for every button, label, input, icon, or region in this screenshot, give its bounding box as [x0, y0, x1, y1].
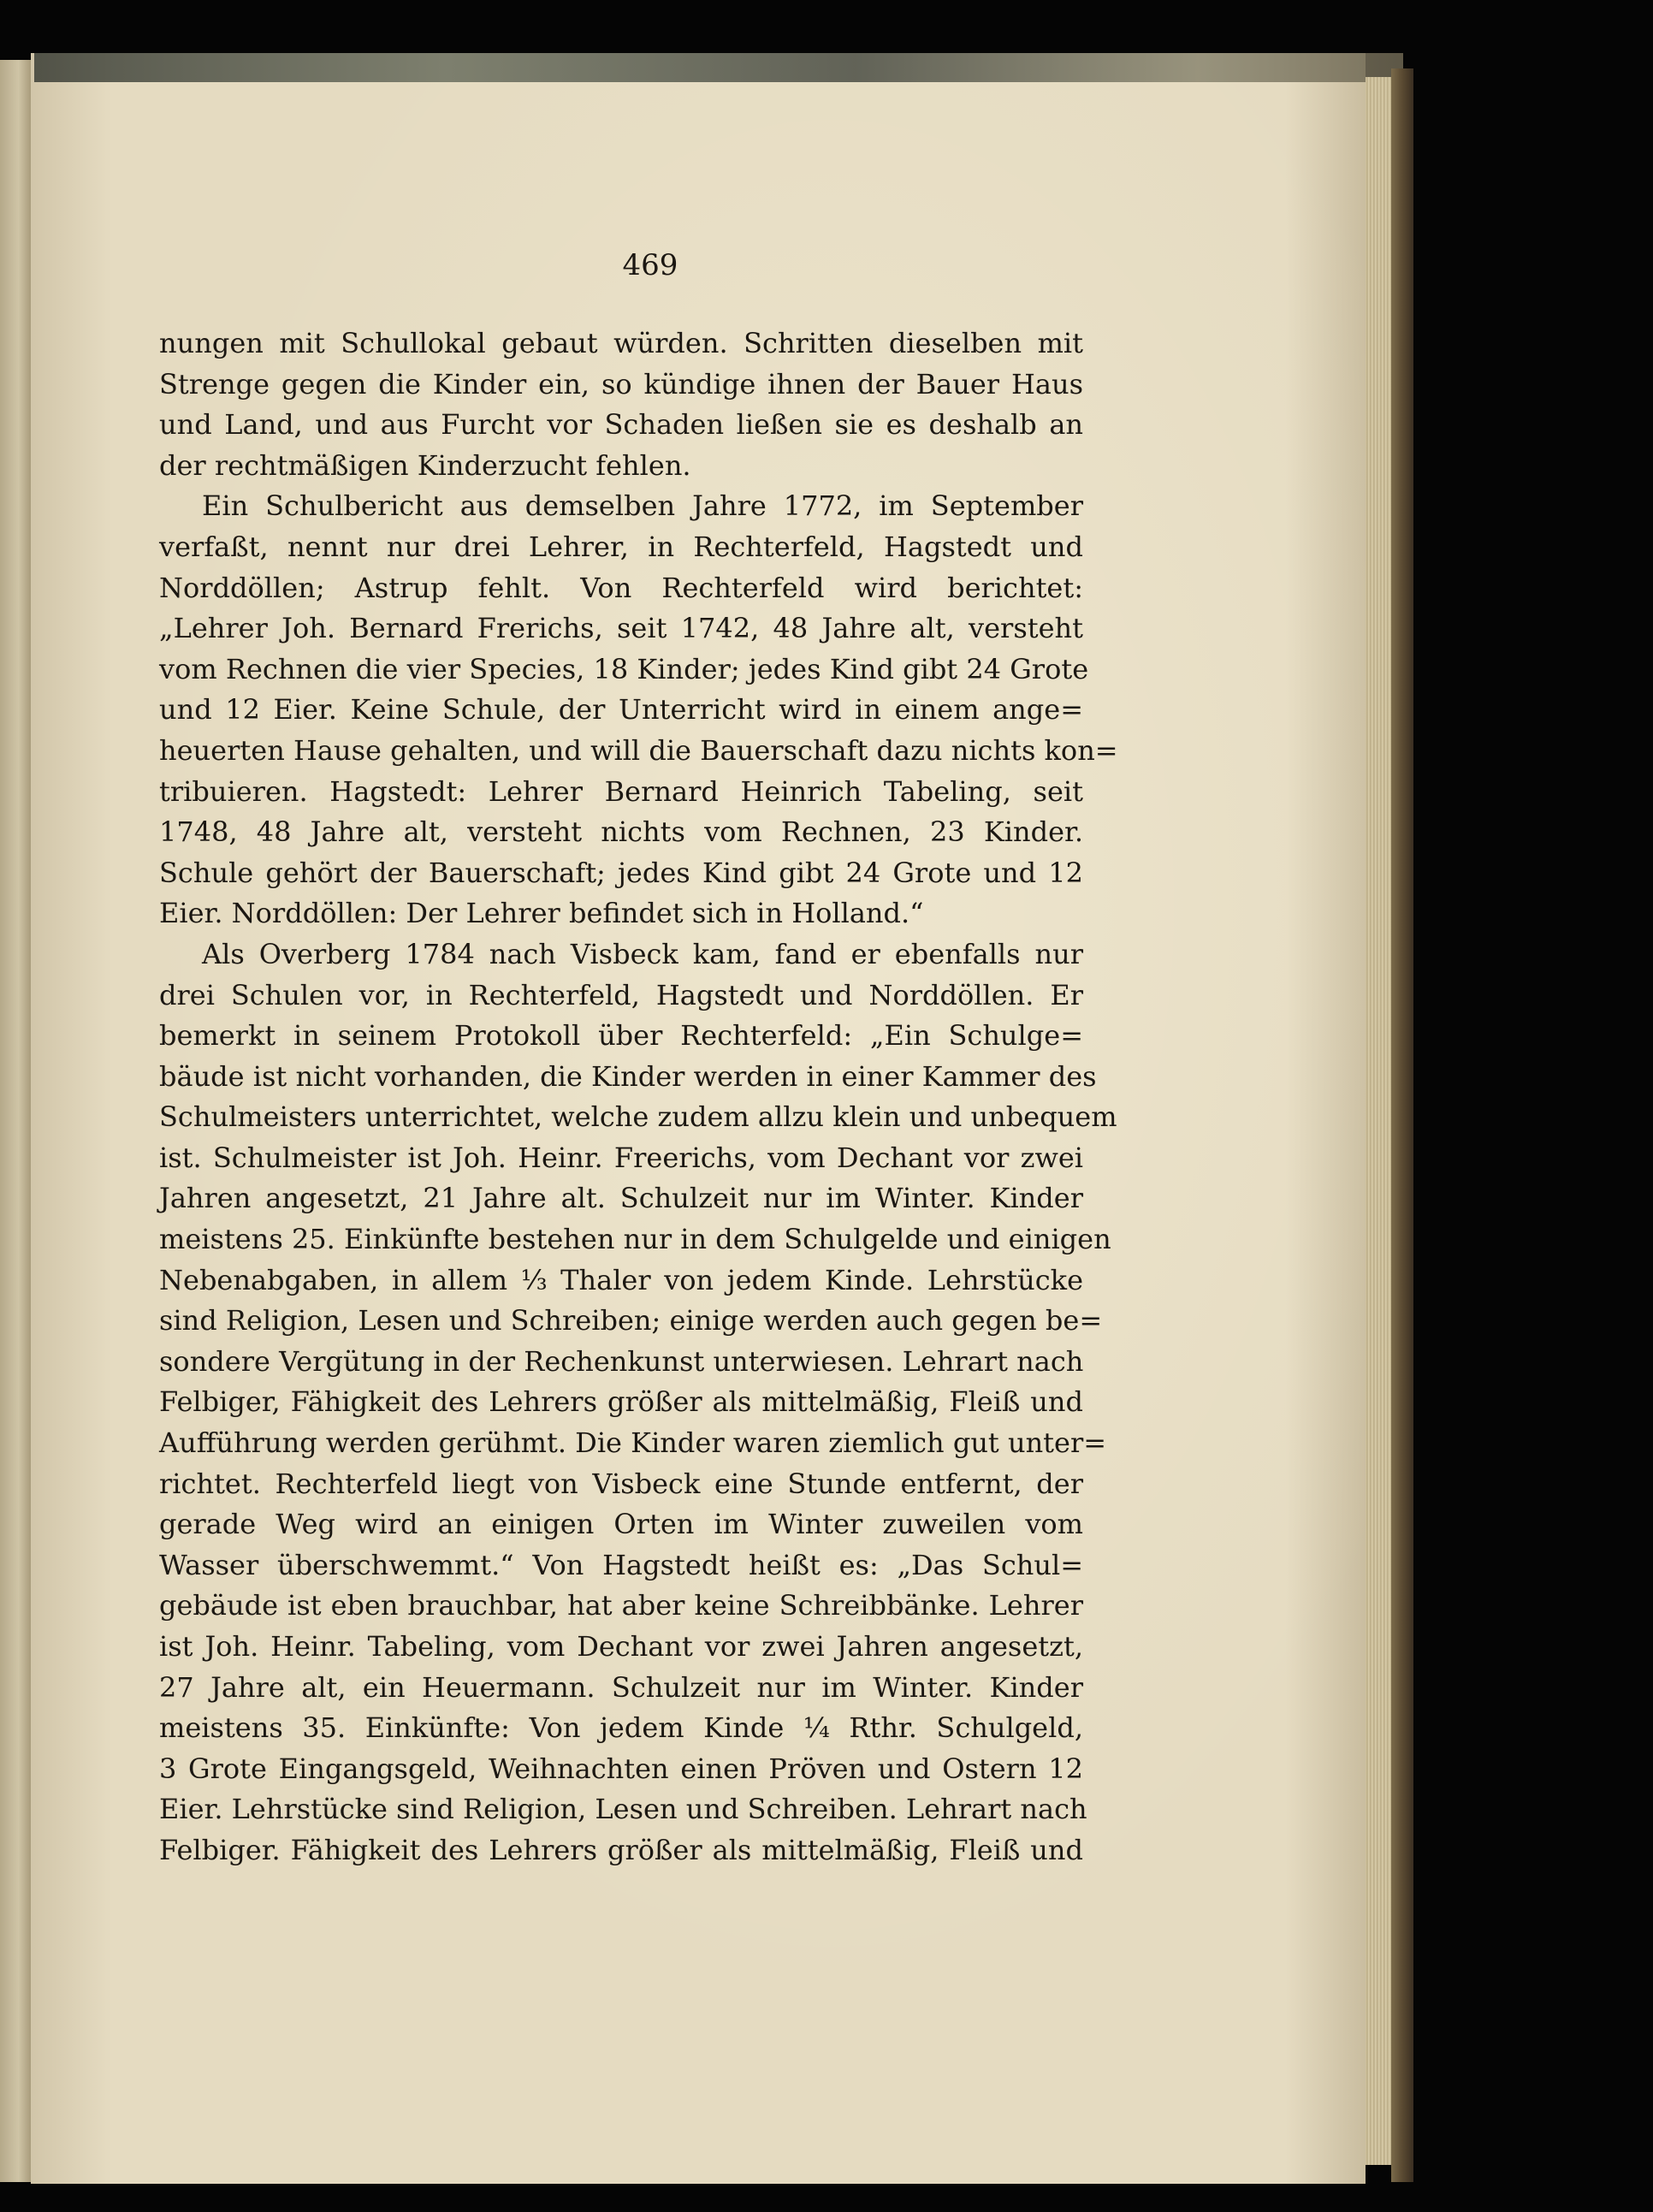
text-line: Nebenabgaben, in allem ⅓ Thaler von jedem Kinde. Lehrstücke: [159, 1263, 1083, 1296]
text-line: Norddöllen; Astrup fehlt. Von Rechterfeld wird berichtet:: [159, 571, 1083, 604]
adjacent-page-edge: [0, 60, 31, 2182]
page-top-damage: [34, 53, 1403, 82]
text-line: heuerten Hause gehalten, und will die Bauerschaft dazu nichts kon=: [159, 733, 1118, 767]
text-line: meistens 25. Einkünfte bestehen nur in dem Schulgelde und einigen: [159, 1223, 1111, 1256]
text-line: vom Rechnen die vier Species, 18 Kinder; jedes Kind gibt 24 Grote: [159, 652, 1089, 685]
book-cover-edge: [1391, 68, 1413, 2182]
text-line: ist Joh. Heinr. Tabeling, vom Dechant vor zwei Jahren angesetzt,: [159, 1630, 1083, 1663]
text-line: tribuieren. Hagstedt: Lehrer Bernard Heinrich Tabeling, seit: [159, 774, 1083, 808]
text-line: Strenge gegen die Kinder ein, so kündige ihnen der Bauer Haus: [159, 367, 1083, 400]
text-line: bäude ist nicht vorhanden, die Kinder werden in einer Kammer des: [159, 1059, 1097, 1093]
text-line: Wasser überschwemmt.“ Von Hagstedt heißt es: „Das Schul=: [159, 1548, 1083, 1581]
text-line: Felbiger, Fähigkeit des Lehrers größer als mittelmäßig, Fleiß und: [159, 1385, 1083, 1419]
text-line: drei Schulen vor, in Rechterfeld, Hagstedt und Norddöllen. Er: [159, 978, 1083, 1011]
text-line: gebäude ist eben brauchbar, hat aber keine Schreibbänke. Lehrer: [159, 1589, 1083, 1622]
text-line: und Land, und aus Furcht vor Schaden ließen sie es deshalb an: [159, 408, 1083, 442]
page-number: 469: [622, 248, 678, 282]
text-line: gerade Weg wird an einigen Orten im Winter zuweilen vom: [159, 1508, 1083, 1541]
text-line: Eier. Lehrstücke sind Religion, Lesen und Schreiben. Lehrart nach: [159, 1793, 1087, 1826]
text-line: Eier. Norddöllen: Der Lehrer befindet sich in Holland.“: [159, 897, 924, 930]
text-line: Ein Schulbericht aus demselben Jahre 1772, im September: [202, 489, 1083, 523]
page-stack-edge: [1366, 77, 1391, 2165]
text-line: verfaßt, nennt nur drei Lehrer, in Rechterfeld, Hagstedt und: [159, 530, 1083, 563]
text-line: meistens 35. Einkünfte: Von jedem Kinde ¼ Rthr. Schulgeld,: [159, 1711, 1083, 1745]
text-line: 27 Jahre alt, ein Heuermann. Schulzeit nur im Winter. Kinder: [159, 1670, 1083, 1704]
text-line: Schulmeisters unterrichtet, welche zudem allzu klein und unbequem: [159, 1100, 1117, 1134]
body-text: [159, 253, 1118, 1871]
text-line: sondere Vergütung in der Rechenkunst unterwiesen. Lehrart nach: [159, 1344, 1084, 1378]
text-line: 3 Grote Eingangsgeld, Weihnachten einen Pröven und Ostern 12: [159, 1752, 1083, 1785]
text-line: „Lehrer Joh. Bernard Frerichs, seit 1742, 48 Jahre alt, versteht: [159, 612, 1083, 645]
text-line: der rechtmäßigen Kinderzucht fehlen.: [159, 448, 691, 482]
text-line: Schule gehört der Bauerschaft; jedes Kind gibt 24 Grote und 12: [159, 856, 1083, 889]
text-line: und 12 Eier. Keine Schule, der Unterricht wird in einem ange=: [159, 693, 1083, 726]
text-line: Jahren angesetzt, 21 Jahre alt. Schulzeit nur im Winter. Kinder: [159, 1182, 1083, 1215]
text-line: Felbiger. Fähigkeit des Lehrers größer als mittelmäßig, Fleiß und: [159, 1833, 1083, 1866]
text-line: sind Religion, Lesen und Schreiben; einige werden auch gegen be=: [159, 1304, 1103, 1337]
text-line: Aufführung werden gerühmt. Die Kinder waren ziemlich gut unter=: [159, 1426, 1107, 1460]
text-line: bemerkt in seinem Protokoll über Rechterfeld: „Ein Schulge=: [159, 1019, 1083, 1053]
text-line: Als Overberg 1784 nach Visbeck kam, fand er ebenfalls nur: [202, 937, 1083, 970]
text-line: ist. Schulmeister ist Joh. Heinr. Freerichs, vom Dechant vor zwei: [159, 1141, 1083, 1174]
text-line: nungen mit Schullokal gebaut würden. Schritten dieselben mit: [159, 327, 1083, 359]
text-line: richtet. Rechterfeld liegt von Visbeck eine Stunde entfernt, der: [159, 1467, 1083, 1500]
text-line: 1748, 48 Jahre alt, versteht nichts vom Rechnen, 23 Kinder.: [159, 815, 1083, 849]
